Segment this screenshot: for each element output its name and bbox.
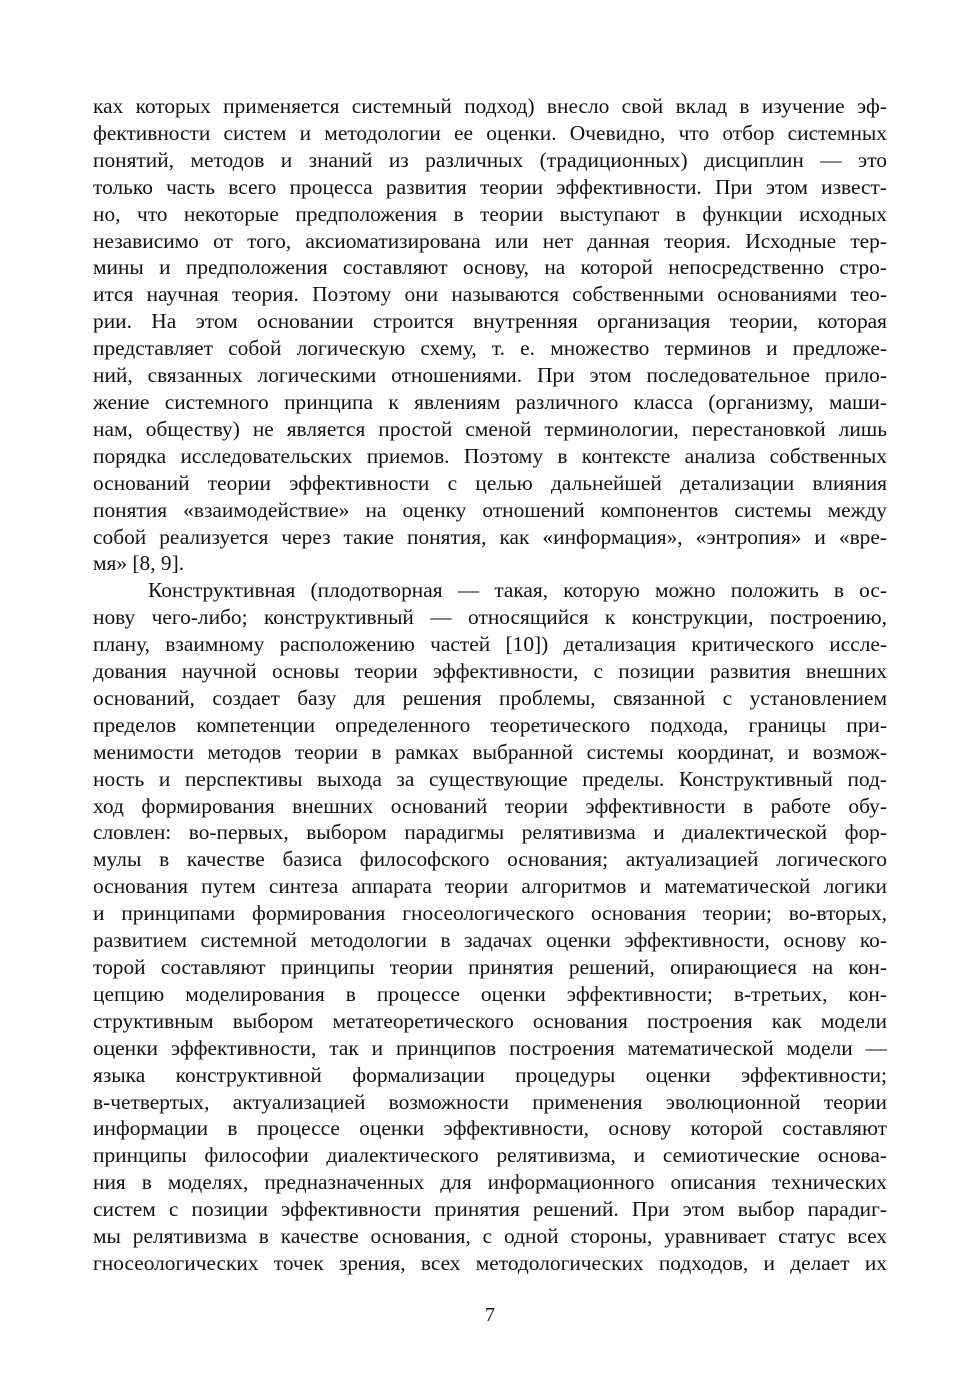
text-line: языка конструктивной формализации процедуры оценки эффективности;	[93, 1062, 887, 1087]
text-line: мя» [8, 9].	[93, 551, 185, 576]
paragraph-2	[93, 577, 887, 1277]
text-line: ния в моделях, предназначенных для информационного описания технических	[93, 1170, 887, 1195]
text-line: ход формирования внешних оснований теории эффективности в работе обу-	[93, 793, 887, 818]
text-line: представляет собой логическую схему, т. е. множество терминов и предложе-	[93, 336, 887, 361]
body-text	[93, 93, 887, 1277]
text-line: ится научная теория. Поэтому они называются собственными основаниями тео-	[93, 282, 887, 307]
text-line: гносеологических точек зрения, всех методологических подходов, и делает их	[93, 1250, 887, 1275]
page-number: 7	[485, 1304, 495, 1326]
text-line: оценки эффективности, так и принципов построения математической модели —	[93, 1035, 887, 1060]
text-line: систем с позиции эффективности принятия решений. При этом выбор парадиг-	[93, 1197, 887, 1222]
text-line: в-четвертых, актуализацией возможности применения эволюционной теории	[93, 1089, 887, 1114]
text-line: развитием системной методологии в задачах оценки эффективности, основу ко-	[93, 928, 887, 953]
text-line: независимо от того, аксиоматизирована или нет данная теория. Исходные тер-	[93, 228, 887, 253]
text-line: ний, связанных логическими отношениями. При этом последовательное прило-	[93, 363, 887, 388]
text-line: нову чего-либо; конструктивный — относящийся к конструкции, построению,	[93, 605, 887, 630]
text-line: дования научной основы теории эффективности, с позиции развития внешних	[93, 659, 887, 684]
text-line: информации в процессе оценки эффективности, основу которой составляют	[93, 1116, 887, 1141]
text-line: мулы в качестве базиса философского основания; актуализацией логического	[93, 847, 887, 872]
text-line: основания путем синтеза аппарата теории алгоритмов и математической логики	[93, 874, 887, 899]
text-line: жение системного принципа к явлениям различного класса (организму, маши-	[93, 389, 887, 414]
text-line: собой реализуется через такие понятия, как «информация», «энтропия» и «вре-	[93, 524, 887, 549]
text-line: Конструктивная (плодотворная — такая, которую можно положить в ос-	[148, 578, 887, 603]
text-line: пределов компетенции определенного теоретического подхода, границы при-	[93, 712, 887, 737]
text-line: понятий, методов и знаний из различных (традиционных) дисциплин — это	[93, 147, 887, 172]
text-line: порядка исследовательских приемов. Поэтому в контексте анализа собственных	[93, 443, 887, 468]
paragraph-1	[93, 93, 887, 577]
text-line: торой составляют принципы теории принятия решений, опирающиеся на кон-	[93, 955, 887, 979]
text-line: мины и предположения составляют основу, на которой непосредственно стро-	[93, 255, 887, 280]
text-line: но, что некоторые предположения в теории выступают в функции исходных	[93, 201, 887, 226]
text-line: нам, обществу) не является простой сменой терминологии, перестановкой лишь	[93, 416, 887, 441]
text-line: ках которых применяется системный подход) внесло свой вклад в изучение эф-	[93, 94, 887, 118]
text-line: оснований, создает базу для решения проблемы, связанной с установлением	[93, 685, 887, 710]
text-line: и принципами формирования гносеологического основания теории; во-вторых,	[93, 901, 887, 926]
text-line: принципы философии диалектического релятивизма, и семиотические основа-	[93, 1143, 887, 1168]
text-line: структивным выбором метатеоретического основания построения как модели	[93, 1008, 887, 1033]
text-line: рии. На этом основании строится внутренняя организация теории, которая	[93, 309, 887, 334]
text-line: менимости методов теории в рамках выбранной системы координат, и возмож-	[93, 739, 887, 764]
text-line: словлен: во-первых, выбором парадигмы релятивизма и диалектической фор-	[93, 820, 887, 845]
text-line: цепцию моделирования в процессе оценки эффективности; в-третьих, кон-	[93, 981, 887, 1006]
text-line: понятия «взаимодействие» на оценку отношений компонентов системы между	[93, 497, 887, 522]
text-line: фективности систем и методологии ее оценки. Очевидно, что отбор системных	[93, 120, 887, 145]
text-line: оснований теории эффективности с целью дальнейшей детализации влияния	[93, 470, 887, 495]
text-line: ность и перспективы выхода за существующие пределы. Конструктивный под-	[93, 766, 887, 791]
text-line: мы релятивизма в качестве основания, с одной стороны, уравнивает статус всех	[93, 1224, 887, 1249]
text-line: плану, взаимному расположению частей [10]) детализация критического иссле-	[93, 632, 887, 657]
text-line: только часть всего процесса развития теории эффективности. При этом извест-	[93, 174, 887, 199]
